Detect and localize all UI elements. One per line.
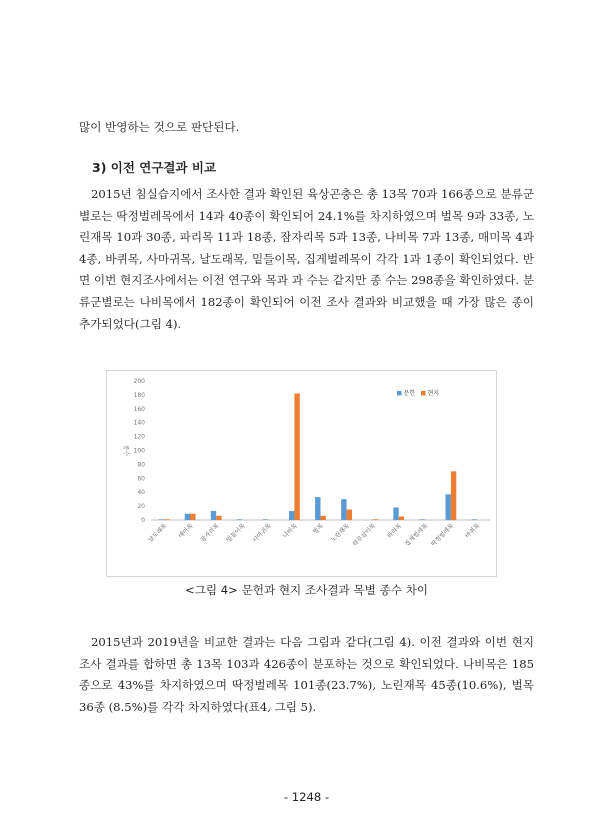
- y-tick-label: 20: [137, 503, 145, 511]
- x-tick-label: 날도래목: [147, 522, 169, 544]
- legend-swatch-현지: [421, 391, 426, 396]
- bar-chart: [107, 371, 496, 576]
- y-tick-label: 60: [137, 475, 145, 483]
- x-tick-label: 밑들이목: [225, 522, 247, 544]
- x-tick-label: 벌목: [311, 522, 325, 536]
- bar-현지-노린재목: [347, 510, 352, 520]
- bar-현지-잠자리목: [216, 516, 221, 520]
- bar-문헌-벌목: [315, 497, 320, 520]
- legend-label-문헌: 문헌: [403, 390, 416, 397]
- x-tick-label: 잠자리목: [199, 522, 221, 544]
- y-tick-label: 0: [141, 517, 145, 524]
- paragraph-comparison: 2015년과 2019년을 비교한 결과는 다음 그림과 같다(그림 4). 이전 결과와 이번 현지 조사 결과를 합하면 총 13목 103과 426종이 분포하는 것으로 확인되었다. 나비목은 185종으로 43%를 차지하였으며 딱정벌레목 101종(23.7%), 노린재목 45종(10.6%), 벌목 36종 (8.5%)를 각각 차지하였다(표4, 그림 5).: [79, 635, 534, 714]
- bar-현지-날도래목: [164, 519, 169, 520]
- x-tick-label: 매미목: [177, 522, 195, 540]
- bar-문헌-파리목: [393, 507, 398, 520]
- page-number: - 1248 -: [283, 790, 330, 804]
- y-tick-label: 200: [133, 378, 145, 385]
- bar-문헌-밑들이목: [237, 519, 242, 520]
- bar-문헌-집게벌레목: [419, 519, 424, 520]
- y-tick-label: 120: [133, 433, 145, 441]
- y-tick-label: 140: [133, 419, 145, 427]
- x-tick-label: 나비목: [281, 522, 299, 540]
- x-tick-label: 바퀴목: [464, 522, 482, 540]
- x-tick-label: 파리목: [385, 522, 404, 540]
- bar-문헌-나비목: [289, 511, 294, 520]
- bar-현지-나비목: [294, 394, 299, 520]
- bar-문헌-매미목: [185, 514, 190, 520]
- y-tick-label: 180: [133, 391, 145, 399]
- bar-현지-딱정벌레목: [451, 471, 456, 520]
- legend-swatch-문헌: [397, 391, 402, 396]
- legend-label-현지: 현지: [427, 390, 440, 397]
- chart-figure: [106, 370, 497, 577]
- y-tick-label: 80: [137, 461, 145, 469]
- y-tick-label: 40: [137, 489, 145, 497]
- figure-caption: <그림 4> 문헌과 현지 조사결과 목별 종수 차이: [185, 583, 428, 597]
- y-tick-label: 100: [133, 447, 145, 455]
- bar-현지-벌목: [321, 516, 326, 520]
- x-tick-label: 딱정벌레목: [429, 522, 456, 548]
- bar-현지-매미목: [190, 514, 195, 520]
- x-tick-label: 하루살이목: [351, 522, 378, 548]
- paragraph-previous-study: 2015년 침실습지에서 조사한 결과 확인된 육상곤충은 총 13목 70과 166종으로 분류군별로는 딱정벌레목에서 14과 40종이 확인되어 24.1%를 차지하였으며 벌목 9과 33종, 노린재목 10과 30종, 파리목 11과 18종, 잠자리목 5과 13종, 나비목 7과 13종, 매미목 4과 4종, 바퀴목, 사마귀목, 날도래목, 밑들이목, 집게벌레목이 각각 1과 1종이 확인되었다. 반면 이번 현지조사에서는 이전 연구와 목과 과 수는 같지만 종 수는 298종을 확인하였다. 분류군별로는 나비목에서 182종이 확인되어 이전 조사 결과와 비교했을 때 가장 많은 종이 추가되었다(그림 4).: [79, 187, 534, 331]
- bar-현지-파리목: [399, 517, 404, 520]
- bar-문헌-노린재목: [341, 499, 346, 520]
- x-tick-label: 사마귀목: [251, 522, 273, 544]
- bar-문헌-사마귀목: [263, 519, 268, 520]
- bar-문헌-날도래목: [159, 519, 164, 520]
- y-axis-label: 종수: [122, 444, 129, 457]
- section-heading: 3) 이전 연구결과 비교: [92, 160, 217, 175]
- intro-line: 많이 반영하는 것으로 판단된다.: [79, 120, 240, 134]
- bar-현지-하루살이목: [373, 519, 378, 520]
- y-tick-label: 160: [133, 405, 145, 413]
- x-tick-label: 노린재목: [329, 522, 351, 544]
- bar-문헌-딱정벌레목: [445, 494, 450, 520]
- bar-문헌-잠자리목: [211, 511, 216, 520]
- x-tick-label: 집게벌레목: [403, 522, 430, 548]
- bar-문헌-바퀴목: [472, 519, 477, 520]
